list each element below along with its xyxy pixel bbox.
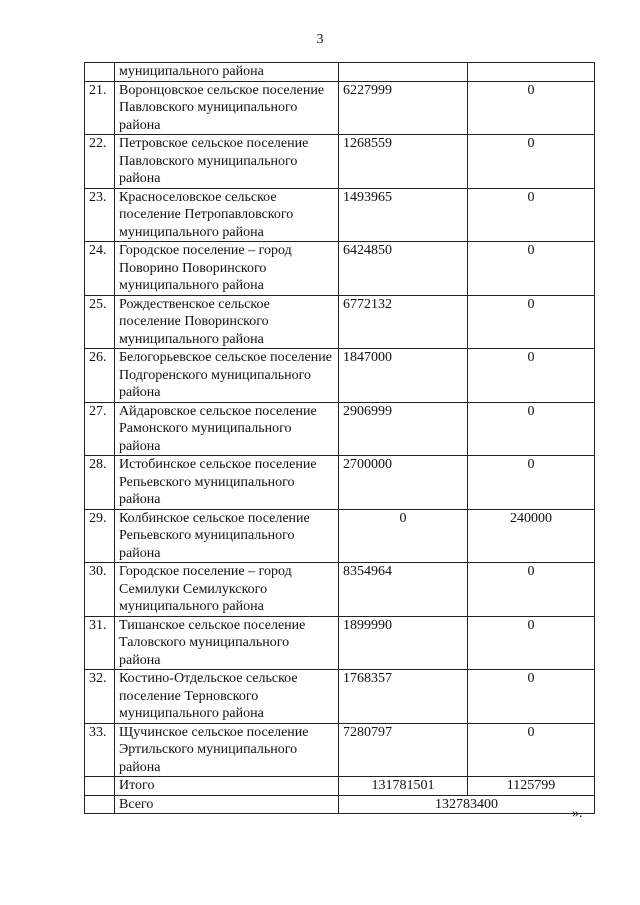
table-row — [85, 723, 595, 777]
table-row — [85, 295, 595, 349]
table-row — [85, 81, 595, 135]
row-value-b-cell: 0 — [468, 456, 595, 510]
grand-total-row — [85, 795, 595, 814]
row-value-a-cell: 6227999 — [339, 81, 468, 135]
row-number-cell: 29. — [85, 509, 115, 563]
table-row — [85, 563, 595, 617]
row-number-cell: 28. — [85, 456, 115, 510]
table-body — [85, 63, 595, 814]
row-value-b-cell: 0 — [468, 242, 595, 296]
table-row — [85, 670, 595, 724]
row-value-b-cell: 0 — [468, 563, 595, 617]
row-number-cell: 23. — [85, 188, 115, 242]
table-row — [85, 456, 595, 510]
table-row — [85, 349, 595, 403]
row-number-cell: 33. — [85, 723, 115, 777]
row-name-cell: Белогорьевское сельское поселение Подгоренского муниципального района — [115, 349, 339, 403]
row-value-b-cell: 0 — [468, 295, 595, 349]
table-row — [85, 242, 595, 296]
row-value-b-cell: 0 — [468, 188, 595, 242]
grand-total-label: Всего — [115, 795, 339, 814]
row-value-a-cell: 1268559 — [339, 135, 468, 189]
closing-quote-mark: ». — [572, 806, 583, 821]
row-name-cell: Воронцовское сельское поселение Павловского муниципального района — [115, 81, 339, 135]
row-value-a-cell: 2700000 — [339, 456, 468, 510]
page-number: 3 — [316, 32, 324, 47]
row-number-cell — [85, 795, 115, 814]
table-row — [85, 616, 595, 670]
row-value-a-cell: 8354964 — [339, 563, 468, 617]
row-number-cell: 26. — [85, 349, 115, 403]
row-value-a-cell: 0 — [339, 509, 468, 563]
row-value-a-cell — [339, 63, 468, 82]
row-name-cell: Тишанское сельское поселение Таловского муниципального района — [115, 616, 339, 670]
subtotal-value-a: 131781501 — [339, 777, 468, 796]
row-name-cell: Городское поселение – город Семилуки Семилукского муниципального района — [115, 563, 339, 617]
grand-total-value: 132783400 — [339, 795, 595, 814]
row-number-cell: 22. — [85, 135, 115, 189]
row-value-a-cell: 7280797 — [339, 723, 468, 777]
continuation-row — [85, 63, 595, 82]
row-number-cell: 21. — [85, 81, 115, 135]
row-number-cell — [85, 63, 115, 82]
row-value-b-cell: 0 — [468, 349, 595, 403]
row-number-cell: 27. — [85, 402, 115, 456]
row-name-cell: Айдаровское сельское поселение Рамонского муниципального района — [115, 402, 339, 456]
row-value-a-cell: 1768357 — [339, 670, 468, 724]
row-value-b-cell: 0 — [468, 402, 595, 456]
subtotal-value-b: 1125799 — [468, 777, 595, 796]
row-value-b-cell: 240000 — [468, 509, 595, 563]
row-name-cell: Колбинское сельское поселение Репьевского муниципального района — [115, 509, 339, 563]
subtotal-label: Итого — [115, 777, 339, 796]
table-row — [85, 135, 595, 189]
table-row — [85, 509, 595, 563]
row-name-cell: муниципального района — [115, 63, 339, 82]
row-value-a-cell: 2906999 — [339, 402, 468, 456]
row-number-cell: 25. — [85, 295, 115, 349]
row-value-b-cell — [468, 63, 595, 82]
row-number-cell: 30. — [85, 563, 115, 617]
row-name-cell: Рождественское сельское поселение Поворинского муниципального района — [115, 295, 339, 349]
row-value-a-cell: 1493965 — [339, 188, 468, 242]
row-name-cell: Щучинское сельское поселение Эртильского муниципального района — [115, 723, 339, 777]
allocation-table — [84, 62, 595, 814]
table-row — [85, 188, 595, 242]
row-value-a-cell: 6772132 — [339, 295, 468, 349]
row-value-b-cell: 0 — [468, 616, 595, 670]
row-name-cell: Истобинское сельское поселение Репьевского муниципального района — [115, 456, 339, 510]
row-value-b-cell: 0 — [468, 670, 595, 724]
row-number-cell — [85, 777, 115, 796]
row-number-cell: 32. — [85, 670, 115, 724]
row-number-cell: 31. — [85, 616, 115, 670]
subtotal-row — [85, 777, 595, 796]
table-row — [85, 402, 595, 456]
row-value-a-cell: 6424850 — [339, 242, 468, 296]
row-name-cell: Петровское сельское поселение Павловского муниципального района — [115, 135, 339, 189]
row-value-b-cell: 0 — [468, 81, 595, 135]
row-value-a-cell: 1847000 — [339, 349, 468, 403]
row-name-cell: Красноселовское сельское поселение Петропавловского муниципального района — [115, 188, 339, 242]
row-value-a-cell: 1899990 — [339, 616, 468, 670]
row-value-b-cell: 0 — [468, 723, 595, 777]
row-name-cell: Костино-Отдельское сельское поселение Терновского муниципального района — [115, 670, 339, 724]
row-number-cell: 24. — [85, 242, 115, 296]
row-name-cell: Городское поселение – город Поворино Поворинского муниципального района — [115, 242, 339, 296]
row-value-b-cell: 0 — [468, 135, 595, 189]
